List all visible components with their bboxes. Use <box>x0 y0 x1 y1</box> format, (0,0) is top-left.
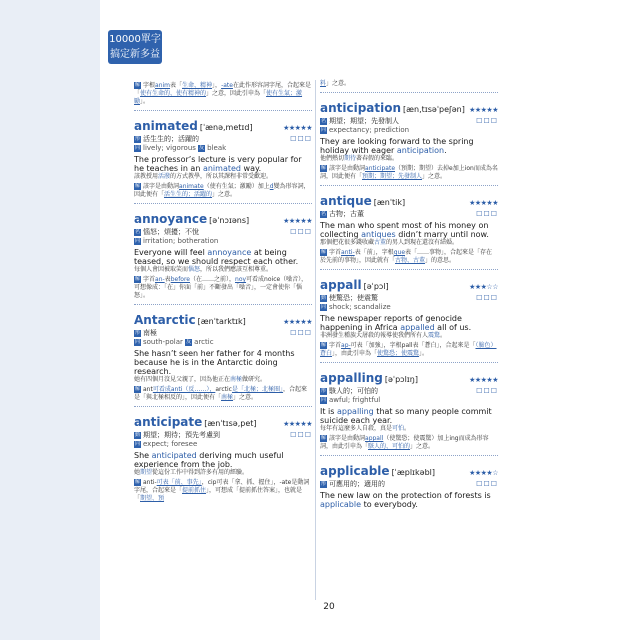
english-synonyms: expectancy; prediction <box>329 126 410 134</box>
part-of-speech-icon: 形 <box>134 329 140 336</box>
etymology-icon: 解 <box>134 276 140 282</box>
example-translation: 她期望從這份工作中得到許多有用的經驗。 <box>134 469 249 476</box>
column-divider <box>315 80 316 600</box>
vocab-entry <box>320 185 498 265</box>
continued-note: 料」之意。 <box>320 80 351 87</box>
antonym-icon: 反 <box>199 144 205 151</box>
note-mark-icon: 解 <box>134 82 140 88</box>
etymology-note: 解 ant可看成anti（反……），arctic是「北極；北極圈」，合起來是「與北極相反的」，因此便有「南極」之意。 <box>134 386 308 401</box>
definition-row <box>320 116 498 126</box>
etymology-icon: 解 <box>134 386 140 392</box>
definition-row <box>320 386 498 396</box>
review-checkboxes[interactable]: ☐☐☐ <box>476 480 498 488</box>
headword-row <box>320 460 498 479</box>
synonym-icon: 同 <box>134 144 140 151</box>
etymology-note: 解 該字是由動詞animate（使有生氣；激勵）加上d變為形容詞，因此便有「活生生的；活躍的」之意。 <box>134 183 310 198</box>
example-translation: 每個人會因被取笑而惱怒，所以我們應該互相尊重。 <box>134 266 273 273</box>
vocab-entry <box>134 203 312 300</box>
english-synonyms: awful; frightful <box>329 396 381 404</box>
chinese-definition: 駭人的；可怕的 <box>329 387 378 395</box>
etymology-note: 解 該字是由動詞anticipate（預期；期望）去掉e加上ion而成為名詞，因此便有「預期；期望；先發制人」之意。 <box>320 165 498 180</box>
pronunciation: [əˈpɔlɪŋ] <box>384 375 418 384</box>
dictionary-page <box>134 80 524 612</box>
synonym-icon: 同 <box>320 303 326 310</box>
star-rating: ★★★★★ <box>283 124 312 132</box>
example-translation: 那個把花很多錢收藏古董的男人到現在還沒有結婚。 <box>320 239 459 246</box>
headword: annoyance <box>134 212 208 226</box>
etymology-note: 解 字首an-表before（在……之前），noy可看成noice（噪音），可想像成：「在」你面「前」不斷發出「噪音」，一定會使你「惱怒」。 <box>134 276 308 299</box>
part-of-speech-icon: 動 <box>320 294 326 301</box>
example-translation: 每年有這麼多人自殺，真是可怕。 <box>320 425 411 432</box>
etymology-note: 解 anti-可表「前、事先」，cip可表「拿、抓、握住」，-ate是動詞字尾，合起來是「提前抓住」，可想成「提前抓住答案」，也就是「期望、預 <box>134 479 310 502</box>
page-sidebar <box>0 0 100 640</box>
english-synonyms: lively; vigorous <box>143 144 196 152</box>
headword-row <box>134 115 312 134</box>
chinese-definition: 古物；古董 <box>329 210 364 218</box>
part-of-speech-icon: 動 <box>134 431 140 438</box>
entry-separator <box>320 362 498 363</box>
example-sentence: She hasn’t seen her father for 4 months because he is in the Antarctic doing research. <box>134 349 295 376</box>
review-checkboxes[interactable]: ☐☐☐ <box>476 210 498 218</box>
vocab-entry <box>134 110 312 199</box>
example-sentence: The man who spent most of his money on collecting antiques didn’t marry until now. <box>320 221 489 239</box>
etymology-icon: 解 <box>134 183 140 189</box>
headword-row <box>134 411 312 430</box>
vocab-entry <box>320 455 498 509</box>
definition-row <box>320 293 498 303</box>
headword-row <box>134 208 312 227</box>
review-checkboxes[interactable]: ☐☐☐ <box>290 228 312 236</box>
definition-row <box>134 227 312 237</box>
entry-separator <box>320 455 498 456</box>
antonym-icon: 反 <box>186 338 192 345</box>
etymology-note: 解 該字是由動詞appall（使驚恐；使震驚）加上ing而成為形容詞，由此引申為「駭人的、可怕的」之意。 <box>320 435 489 450</box>
chinese-definition: 活生生的；活躍的 <box>143 135 199 143</box>
vocab-entry <box>320 92 498 181</box>
synonym-icon: 同 <box>134 237 140 244</box>
page-number: 20 <box>323 602 335 612</box>
chinese-definition: 期望；期望；先發制人 <box>329 117 399 125</box>
etymology-icon: 解 <box>320 342 326 348</box>
vocab-entry <box>320 362 498 451</box>
review-checkboxes[interactable]: ☐☐☐ <box>476 387 498 395</box>
part-of-speech-icon: 名 <box>320 117 326 124</box>
headword-row <box>320 97 498 116</box>
right-column <box>320 80 498 511</box>
entry-separator <box>320 185 498 186</box>
example-translation: 非洲發生種族大屠殺的報導使我們所有人震驚。 <box>320 332 447 339</box>
review-checkboxes[interactable]: ☐☐☐ <box>290 431 312 439</box>
example-sentence: Everyone will feel annoyance at being teased, so we should respect each other. <box>134 248 299 266</box>
synonym-row <box>320 303 498 312</box>
example-translation: 他們熱切期待著春假的來臨。 <box>320 155 399 162</box>
headword: animated <box>134 119 198 133</box>
book-badge <box>108 30 162 64</box>
synonym-icon: 同 <box>134 338 140 345</box>
continued-note: 解 字根anim表「生命、精神」，-ate在此作形容詞字尾，合起來是「使有生命的、使有精神的」之意，因此引申為「使有生氣；激勵」。 <box>134 82 311 105</box>
chinese-definition: 惱怒；煩擾；不悅 <box>143 228 199 236</box>
headword: appall <box>320 278 362 292</box>
definition-row <box>320 209 498 219</box>
synonym-row <box>134 440 312 449</box>
headword-row <box>320 190 498 209</box>
star-rating: ★★★★☆ <box>469 469 498 477</box>
part-of-speech-icon: 形 <box>320 387 326 394</box>
badge-line-2: 搞定新多益 <box>110 49 160 60</box>
headword-row <box>320 367 498 386</box>
headword: anticipate <box>134 415 203 429</box>
star-rating: ★★★★★ <box>283 217 312 225</box>
pronunciation: [ænˈtɪsə,pet] <box>204 419 257 428</box>
synonym-row <box>320 396 498 405</box>
synonym-row <box>134 144 312 153</box>
antonym: arctic <box>194 338 214 346</box>
star-rating: ★★★★★ <box>283 420 312 428</box>
antonym: bleak <box>207 144 227 152</box>
etymology-note: 解 字首ap-可表「加強」，字根pall表「蒼白」，合起來是「（臉色）蒼白」，由此引申為「使驚恐；使震驚」。 <box>320 342 497 357</box>
part-of-speech-icon: 形 <box>134 135 140 142</box>
chinese-definition: 期望；期待；預先考慮到 <box>143 431 220 439</box>
pronunciation: [ˈæplɪkəbl] <box>391 468 435 477</box>
entry-separator <box>134 110 312 111</box>
headword-row <box>134 309 312 328</box>
star-rating: ★★★☆☆ <box>469 283 498 291</box>
example-sentence: The newspaper reports of genocide happening in Africa appalled all of us. <box>320 314 472 332</box>
star-rating: ★★★★★ <box>283 318 312 326</box>
pronunciation: [ænˈtik] <box>373 198 406 207</box>
review-checkboxes[interactable]: ☐☐☐ <box>290 135 312 143</box>
chinese-definition: 南極 <box>143 329 157 337</box>
english-synonyms: shock; scandalize <box>329 303 391 311</box>
synonym-row <box>134 237 312 246</box>
headword-row <box>320 274 498 293</box>
headword: Antarctic <box>134 313 196 327</box>
etymology-icon: 解 <box>320 249 326 255</box>
vocab-entry <box>134 304 312 402</box>
etymology-icon: 解 <box>320 435 326 441</box>
example-translation: 她有四個月沒見父親了，因為他正在南極做研究。 <box>134 376 267 383</box>
headword: antique <box>320 194 372 208</box>
vocab-entry <box>320 269 498 358</box>
badge-line-1: 10000單字 <box>109 34 161 45</box>
headword: applicable <box>320 464 390 478</box>
example-sentence: The new law on the protection of forests is applicable to everybody. <box>320 491 491 509</box>
entry-separator <box>134 304 312 305</box>
entry-separator <box>134 203 312 204</box>
headword: appalling <box>320 371 383 385</box>
etymology-icon: 解 <box>134 479 140 485</box>
etymology-icon: 解 <box>320 165 326 171</box>
part-of-speech-icon: 名 <box>320 210 326 217</box>
definition-row <box>134 134 312 144</box>
etymology-note: 解 字首anti-表「前」，字根que表「……事物」，合起來是「存在於先前的事物」，因此就有「古物、古董」的意思。 <box>320 249 493 264</box>
synonym-icon: 同 <box>134 440 140 447</box>
english-synonyms: south-polar <box>143 338 183 346</box>
example-sentence: She anticipated deriving much useful experience from the job. <box>134 451 284 469</box>
review-checkboxes[interactable]: ☐☐☐ <box>476 294 498 302</box>
synonym-icon: 同 <box>320 396 326 403</box>
definition-row <box>134 430 312 440</box>
synonym-icon: 同 <box>320 126 326 133</box>
part-of-speech-icon: 形 <box>320 480 326 487</box>
star-rating: ★★★★★ <box>469 376 498 384</box>
star-rating: ★★★★★ <box>469 199 498 207</box>
english-synonyms: irritation; botheration <box>143 237 219 245</box>
example-sentence: They are looking forward to the spring holiday with eager anticipation. <box>320 137 474 155</box>
vocab-entry <box>134 406 312 503</box>
pronunciation: [əˈnɔɪəns] <box>209 216 250 225</box>
pronunciation: [əˈpɔl] <box>363 282 389 291</box>
synonym-row <box>320 126 498 135</box>
chinese-definition: 可應用的；適用的 <box>329 480 385 488</box>
example-sentence: It is appalling that so many people commit suicide each year. <box>320 407 492 425</box>
definition-row <box>134 328 312 338</box>
example-sentence: The professor’s lecture is very popular for he teaches in an animated way. <box>134 155 302 173</box>
english-synonyms: expect; foresee <box>143 440 198 448</box>
entry-separator <box>134 406 312 407</box>
entry-separator <box>320 269 498 270</box>
chinese-definition: 使驚恐；使震驚 <box>329 294 378 302</box>
entry-separator <box>320 92 498 93</box>
pronunciation: [ænˈtarktɪk] <box>197 317 246 326</box>
headword: anticipation <box>320 101 402 115</box>
part-of-speech-icon: 名 <box>134 228 140 235</box>
definition-row <box>320 479 498 489</box>
review-checkboxes[interactable]: ☐☐☐ <box>476 117 498 125</box>
left-column <box>134 80 312 503</box>
synonym-row <box>134 338 312 347</box>
example-translation: 該教授用活潑的方式教學，所以其課程非常受歡迎。 <box>134 173 273 180</box>
star-rating: ★★★★★ <box>469 106 498 114</box>
pronunciation: [æn,tɪsəˈpeʃən] <box>403 105 465 114</box>
review-checkboxes[interactable]: ☐☐☐ <box>290 329 312 337</box>
pronunciation: [ˈænə,metɪd] <box>199 123 253 132</box>
